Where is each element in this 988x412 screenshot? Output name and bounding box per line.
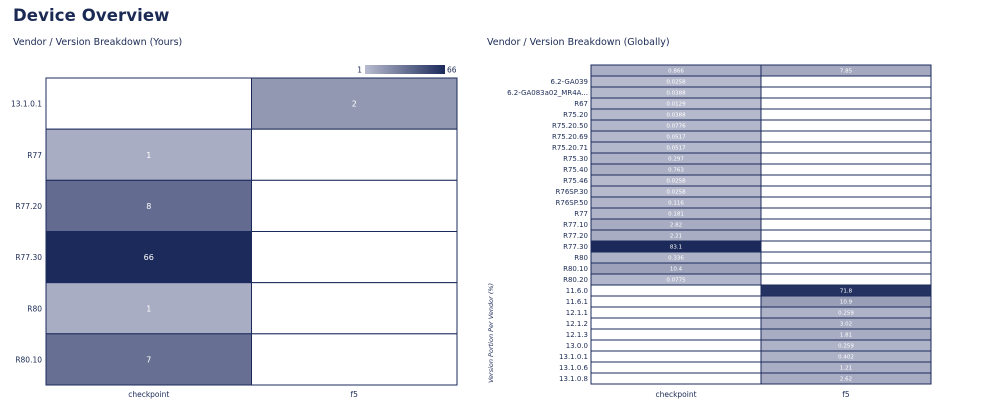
- colorbar: [365, 65, 445, 74]
- cell-value-label: 7: [146, 355, 152, 365]
- cell-value-label: 1: [146, 150, 152, 160]
- heatmap-cell: [591, 373, 761, 384]
- cell-value-label: 10.9: [839, 299, 853, 306]
- heatmap-cell: [591, 285, 761, 296]
- cell-value-label: 0.0129: [666, 101, 686, 108]
- x-tick-label: f5: [842, 390, 850, 399]
- cell-value-label: 0.0517: [666, 145, 686, 152]
- cell-value-label: 0.336: [668, 255, 684, 262]
- y-tick-label: 13.1.0.6: [559, 364, 588, 373]
- y-tick-label: R80.20: [563, 276, 588, 285]
- heatmap-cell: [761, 186, 931, 197]
- heatmap-cell: [591, 318, 761, 329]
- cell-value-label: 1: [146, 304, 152, 314]
- heatmap-cell: [761, 98, 931, 109]
- cell-value-label: 0.181: [668, 211, 684, 218]
- heatmap-cell: [252, 334, 458, 385]
- cell-value-label: 0.116: [668, 200, 684, 207]
- heatmap-cell: [761, 230, 931, 241]
- cell-value-label: 2.21: [669, 233, 683, 240]
- heatmap-cell: [591, 329, 761, 340]
- y-tick-label: 11.6.1: [565, 298, 588, 307]
- cell-value-label: 3.02: [839, 321, 853, 328]
- cell-value-label: 0.0517: [666, 134, 686, 141]
- heatmap-cell: [761, 76, 931, 87]
- y-tick-label: R76SP.50: [555, 199, 588, 208]
- colorbar-min-label: 1: [357, 65, 362, 75]
- cell-value-label: 10.4: [669, 266, 683, 273]
- heatmap-cell: [761, 208, 931, 219]
- x-tick-label: checkpoint: [655, 390, 697, 399]
- left-chart-title: Vendor / Version Breakdown (Yours): [13, 37, 183, 48]
- heatmap-cell: [252, 180, 458, 231]
- heatmap-cell: [761, 131, 931, 142]
- y-tick-label: R75.20.71: [551, 144, 588, 153]
- cell-value-label: 83.1: [669, 244, 683, 251]
- heatmap-cell: [252, 232, 458, 283]
- y-tick-label: R77.30: [563, 243, 588, 252]
- y-tick-label: R77: [27, 150, 42, 160]
- heatmap-cell: [761, 197, 931, 208]
- cell-value-label: 0.0258: [666, 79, 686, 86]
- heatmap-cell: [591, 307, 761, 318]
- y-tick-label: R77.10: [563, 221, 588, 230]
- heatmap-cell: [761, 142, 931, 153]
- cell-value-label: 0.866: [668, 68, 684, 75]
- y-tick-label: R77.20: [15, 201, 42, 211]
- cell-value-label: 0.763: [668, 167, 684, 174]
- heatmap-cell: [761, 153, 931, 164]
- cell-value-label: 7.85: [839, 68, 853, 75]
- y-tick-label: R77.30: [15, 253, 42, 263]
- y-tick-label: R75.40: [563, 166, 588, 175]
- cell-value-label: 2.82: [669, 222, 683, 229]
- heatmap-cell: [761, 241, 931, 252]
- cell-value-label: 0.297: [668, 156, 684, 163]
- cell-value-label: 8: [146, 201, 152, 211]
- heatmap-cell: [46, 78, 252, 129]
- y-tick-label: R76SP.30: [555, 188, 588, 197]
- y-tick-label: 13.1.0.1: [10, 99, 42, 109]
- heatmap-cell: [761, 120, 931, 131]
- y-tick-label: R80.10: [15, 355, 42, 365]
- y-tick-label: 6.2-GA039: [550, 78, 588, 87]
- page-title: Device Overview: [13, 6, 170, 25]
- x-tick-label: f5: [350, 390, 358, 399]
- y-tick-label: 12.1.3: [565, 331, 588, 340]
- heatmap-cell: [252, 129, 458, 180]
- y-tick-label: R75.46: [563, 177, 588, 186]
- heatmap-cell: [761, 219, 931, 230]
- cell-value-label: 1.21: [839, 365, 853, 372]
- heatmap-cell: [591, 296, 761, 307]
- cell-value-label: 0.0388: [666, 90, 686, 97]
- heatmap-cell: [591, 340, 761, 351]
- cell-value-label: 0.259: [838, 343, 854, 350]
- x-tick-label: checkpoint: [128, 390, 170, 399]
- y-tick-label: 12.1.2: [565, 320, 588, 329]
- y-tick-label: R75.20: [563, 111, 588, 120]
- y-tick-label: 6.2-GA083a02_MR4A...: [507, 89, 588, 98]
- cell-value-label: 71.8: [839, 288, 853, 295]
- y-tick-label: R75.30: [563, 155, 588, 164]
- cell-value-label: 0.0258: [666, 178, 686, 185]
- y-tick-label: R80: [27, 304, 42, 314]
- heatmap-cell: [761, 252, 931, 263]
- heatmap-cell: [761, 175, 931, 186]
- cell-value-label: 0.0776: [666, 123, 686, 130]
- y-tick-label: 13.0.0: [565, 342, 588, 351]
- heatmap-cell: [761, 164, 931, 175]
- cell-value-label: 66: [143, 253, 154, 263]
- y-tick-label: R77: [574, 210, 588, 219]
- y-tick-label: 12.1.1: [565, 309, 588, 318]
- right-chart-title: Vendor / Version Breakdown (Globally): [487, 37, 670, 48]
- heatmap-cell: [761, 274, 931, 285]
- cell-value-label: 2: [351, 99, 357, 109]
- y-tick-label: 13.1.0.8: [559, 375, 588, 384]
- y-tick-label: R80: [574, 254, 588, 263]
- cell-value-label: 0.259: [838, 310, 854, 317]
- cell-value-label: 2.62: [839, 376, 853, 383]
- y-tick-label: R77.20: [563, 232, 588, 241]
- heatmap-cell: [591, 351, 761, 362]
- cell-value-label: 0.0388: [666, 112, 686, 119]
- cell-value-label: 0.0775: [666, 277, 686, 284]
- y-tick-label: R80.10: [563, 265, 588, 274]
- heatmap-cell: [591, 362, 761, 373]
- y-tick-label: R67: [574, 100, 588, 109]
- heatmap-cell: [761, 87, 931, 98]
- cell-value-label: 1.81: [839, 332, 853, 339]
- heatmap-cell: [761, 109, 931, 120]
- y-axis-label: Version Portion Per Vendor (%): [487, 282, 495, 384]
- cell-value-label: 0.402: [838, 354, 854, 361]
- y-tick-label: 11.6.0: [565, 287, 588, 296]
- y-tick-label: 13.1.0.1: [559, 353, 588, 362]
- y-tick-label: R75.20.50: [551, 122, 588, 131]
- colorbar-max-label: 66: [447, 65, 457, 75]
- heatmap-cell: [252, 283, 458, 334]
- heatmap-cell: [761, 263, 931, 274]
- cell-value-label: 0.0258: [666, 189, 686, 196]
- y-tick-label: R75.20.69: [551, 133, 588, 142]
